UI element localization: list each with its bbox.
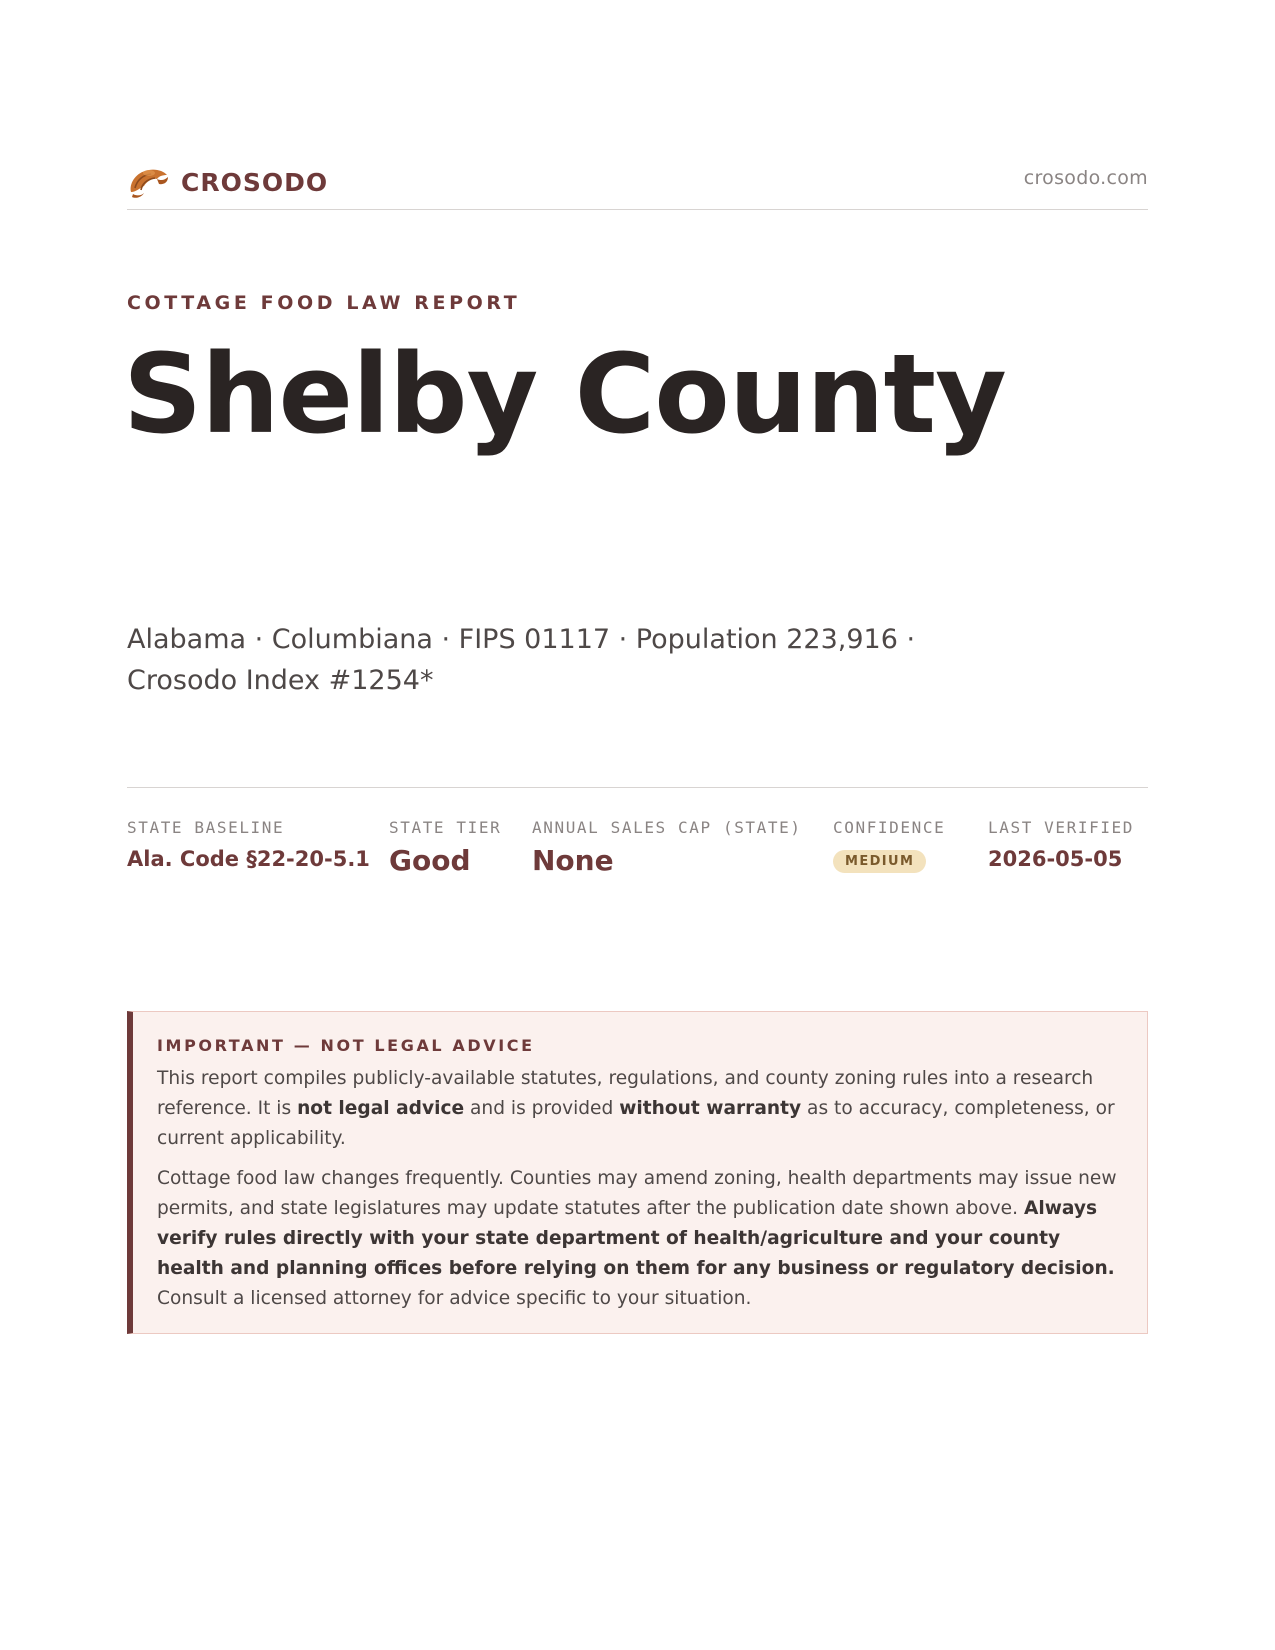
legal-notice (127, 1011, 1148, 1334)
stat-label: STATE BASELINE (127, 818, 285, 837)
stat-label: STATE TIER (389, 818, 502, 837)
stat-state-tier (389, 818, 501, 877)
stat-value: 2026-05-05 (988, 847, 1123, 871)
stat-state-baseline (127, 818, 370, 871)
brand-name: CROSODO (181, 167, 329, 197)
site-url[interactable]: crosodo.com (1023, 167, 1148, 189)
report-page (123, 0, 1148, 1650)
report-subtitle: Alabama · Columbiana · FIPS 01117 · Population 223,916 · Crosodo Index #1254* (127, 624, 916, 696)
notice-title: IMPORTANT — NOT LEGAL ADVICE (157, 1036, 535, 1055)
report-eyebrow: COTTAGE FOOD LAW REPORT (127, 292, 521, 314)
stat-label: ANNUAL SALES CAP (STATE) (532, 818, 802, 837)
stat-label: LAST VERIFIED (988, 818, 1135, 837)
stats-row (127, 818, 1148, 898)
notice-paragraph: Cottage food law changes frequently. Counties may amend zoning, health departments may issue new permits, and state legislatures may update statutes after the publication date shown above. Always verify rules directly with your state department of health/agriculture and your county health and planning offices before relying on them for any business or regulatory decision. Consult a licensed attorney for advice specific to your situation. (157, 1168, 1117, 1309)
notice-paragraph: This report compiles publicly-available statutes, regulations, and county zoning rules into a research reference. It is not legal advice and is provided without warranty as to accuracy, completeness, or current applicability. (157, 1068, 1115, 1149)
stat-value: None (532, 844, 614, 877)
brand[interactable] (127, 162, 328, 202)
emphasis: without warranty (619, 1098, 802, 1119)
stat-label: CONFIDENCE (833, 818, 946, 837)
stat-annual-sales-cap (532, 818, 802, 877)
emphasis: Always verify rules directly with your state department of health/agriculture and your county health and planning offices before relying on them for any business or regulatory decision. (157, 1198, 1115, 1279)
stat-last-verified (988, 818, 1134, 871)
page-header (127, 156, 1148, 210)
stat-confidence (833, 818, 945, 873)
report-title: Shelby County (123, 330, 1006, 458)
emphasis: not legal advice (297, 1098, 465, 1119)
confidence-badge: MEDIUM (833, 850, 926, 873)
croissant-icon (127, 162, 171, 202)
stat-value: Good (389, 844, 471, 877)
divider (127, 787, 1148, 788)
stat-value: Ala. Code §22-20-5.1 (127, 847, 370, 871)
